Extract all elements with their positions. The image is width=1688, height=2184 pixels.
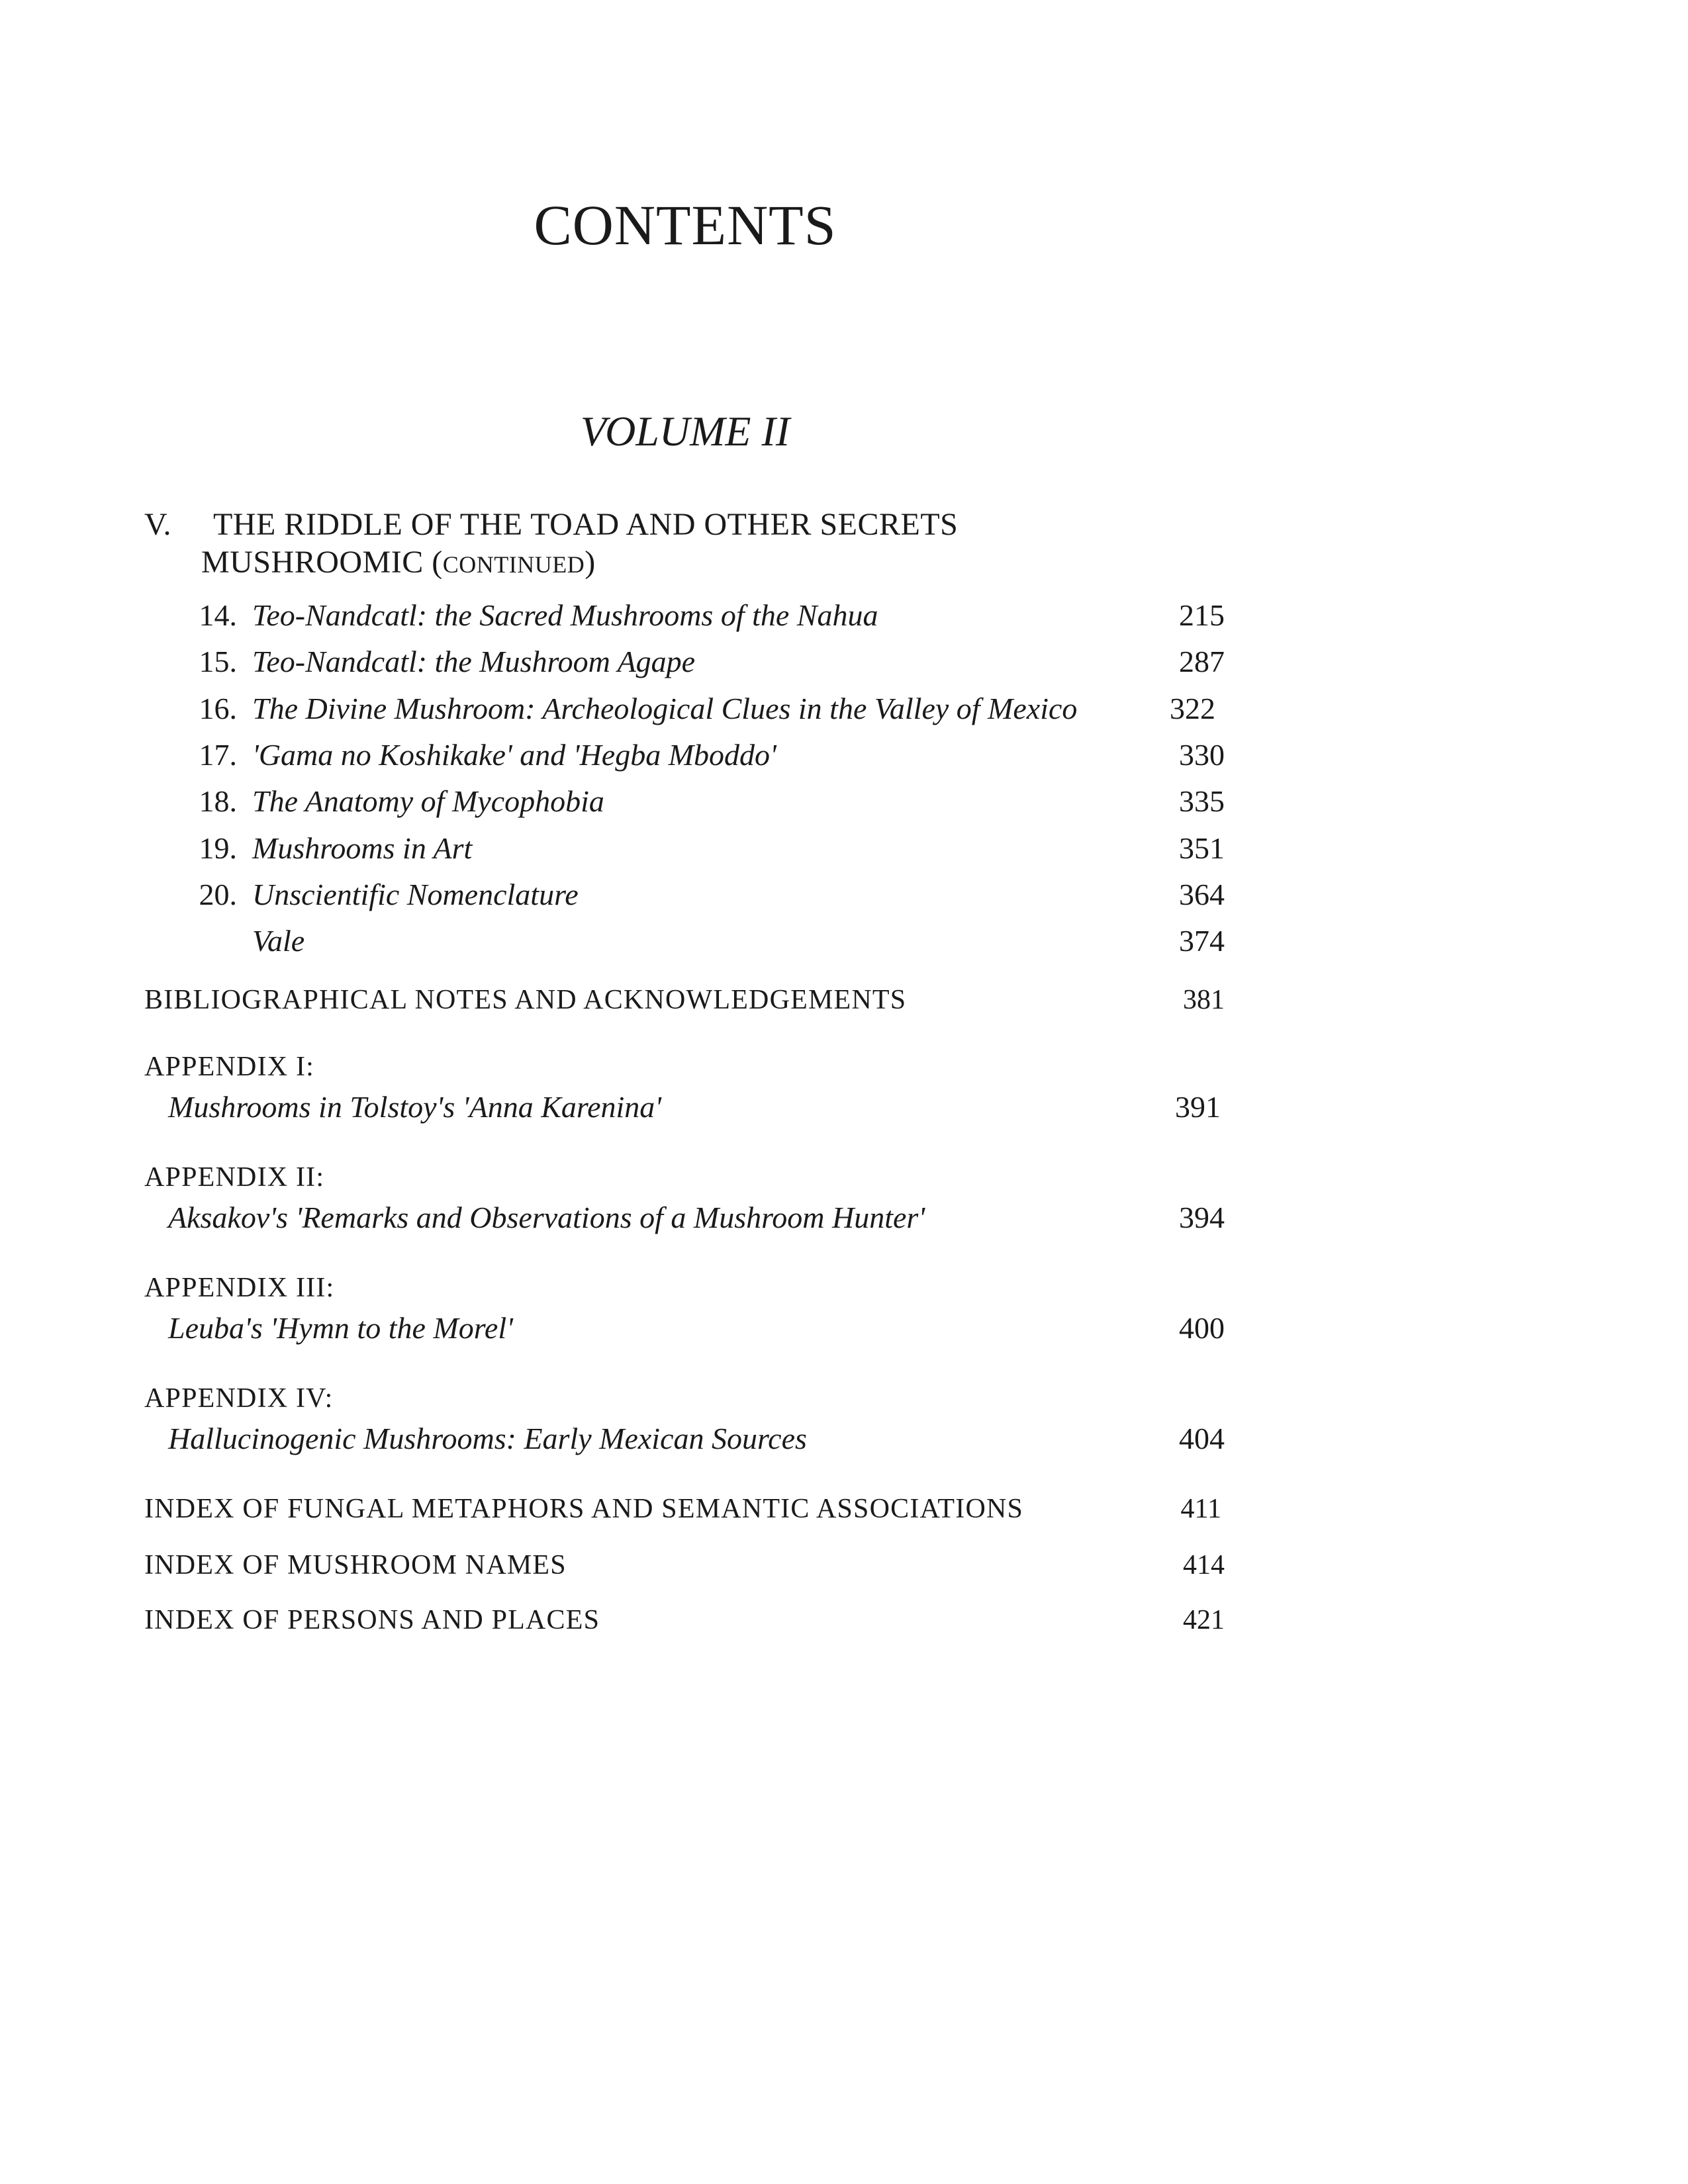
page-number: 351: [1179, 831, 1225, 865]
page-number: 335: [1179, 784, 1225, 818]
chapter-title: 'Gama no Koshikake' and 'Hegba Mboddo': [252, 738, 776, 772]
paren-open: (: [423, 545, 443, 580]
section-label: BIBLIOGRAPHICAL NOTES AND ACKNOWLEDGEMENTS: [144, 985, 907, 1015]
appendix-title: Mushrooms in Tolstoy's 'Anna Karenina': [168, 1090, 662, 1124]
appendix-title: Hallucinogenic Mushrooms: Early Mexican Sources: [168, 1422, 807, 1455]
appendix-label: APPENDIX II:: [144, 1162, 325, 1193]
page-number: 421: [1183, 1605, 1225, 1635]
page-number: 391: [1175, 1090, 1221, 1124]
chapter-number: 20.: [199, 878, 237, 911]
part-title-word: MUSHROOMIC: [201, 545, 424, 580]
appendix-title: Leuba's 'Hymn to the Morel': [168, 1311, 513, 1345]
appendix-title: Aksakov's 'Remarks and Observations of a Mushroom Hunter': [168, 1201, 925, 1234]
volume-heading: VOLUME II: [580, 408, 790, 455]
chapter-title: Vale: [252, 924, 305, 958]
page-number: 394: [1179, 1201, 1225, 1234]
section-label: INDEX OF FUNGAL METAPHORS AND SEMANTIC ASSOCIATIONS: [144, 1494, 1024, 1524]
page-title: CONTENTS: [534, 193, 837, 257]
chapter-title: Teo-Nandcatl: the Mushroom Agape: [252, 645, 696, 678]
part-title-line1: THE RIDDLE OF THE TOAD AND OTHER SECRETS: [213, 507, 959, 542]
paren-close: ): [585, 545, 596, 580]
chapter-number: 18.: [199, 784, 237, 818]
appendix-label: APPENDIX III:: [144, 1273, 335, 1303]
page-number: 381: [1183, 985, 1225, 1015]
chapter-number: 19.: [199, 831, 237, 865]
chapter-number: 16.: [199, 692, 237, 725]
chapter-title: The Divine Mushroom: Archeological Clues in the Valley of Mexico: [252, 692, 1078, 725]
chapter-title: Unscientific Nomenclature: [252, 878, 579, 911]
page-number: 411: [1180, 1494, 1221, 1524]
page-number: 322: [1170, 692, 1215, 725]
page-number: 330: [1179, 738, 1225, 772]
page-number: 400: [1179, 1311, 1225, 1345]
chapter-title: The Anatomy of Mycophobia: [252, 784, 604, 818]
chapter-number: 17.: [199, 738, 237, 772]
chapter-title: Teo-Nandcatl: the Sacred Mushrooms of the Nahua: [252, 598, 878, 632]
page-number: 287: [1179, 645, 1225, 678]
section-label: INDEX OF MUSHROOM NAMES: [144, 1550, 567, 1580]
section-label: INDEX OF PERSONS AND PLACES: [144, 1605, 600, 1635]
page-number: 215: [1179, 598, 1225, 632]
page-number: 364: [1179, 878, 1225, 911]
part-title-line2: [201, 543, 596, 584]
page-number: 374: [1179, 924, 1225, 958]
page-number: 414: [1183, 1550, 1225, 1580]
part-number: V.: [144, 507, 171, 542]
page-number: 404: [1179, 1422, 1225, 1455]
chapter-number: 14.: [199, 598, 237, 632]
appendix-label: APPENDIX I:: [144, 1052, 315, 1082]
chapter-number: 15.: [199, 645, 237, 678]
chapter-title: Mushrooms in Art: [252, 831, 473, 865]
appendix-label: APPENDIX IV:: [144, 1383, 334, 1414]
continued-label: CONTINUED: [442, 551, 585, 578]
